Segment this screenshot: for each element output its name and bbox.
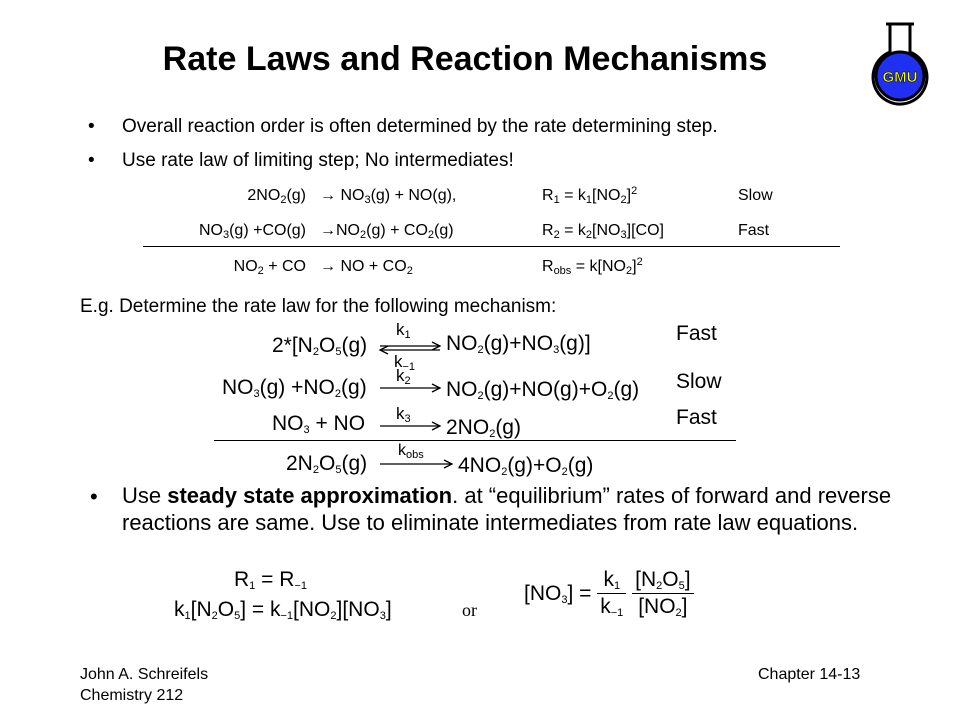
mech3-reactants: $NO_3$ + NO [272, 412, 366, 436]
ssa-bullet-dot: • [90, 484, 98, 509]
logo-text: GMU [882, 69, 918, 86]
bullet-dot: • [88, 150, 95, 171]
concentration-ratio: $\frac{[N_2O_5]}{[NO_2]}$ [632, 568, 693, 619]
mech2-products: $NO_2(g)+NO(g)+O_2(g)$ [446, 378, 640, 402]
k3-label: $k_3$ [396, 404, 411, 425]
example-text: E.g. Determine the rate law for the following mechanism: [80, 296, 557, 317]
bullet-2-text: Use rate law of limiting step; No intermediates! [122, 150, 514, 171]
gmu-flask-logo-icon [862, 18, 938, 106]
overall-reactants: $NO_2$ + CO [233, 258, 306, 277]
mechanism-divider [214, 440, 736, 441]
mech1-reactant: $2*[N_2O_5(g)$ [272, 334, 368, 358]
mech1-tag: Fast [676, 322, 717, 345]
mech3-products: $2NO_2(g)$ [446, 416, 521, 440]
mech2-reactants: $NO_3(g) +NO_2(g)$ [222, 376, 367, 400]
ssa-paragraph: Use steady state approximation. at “equilibrium” rates of forward and reverse reactions are same. Use to eliminate intermediates from rate law equations. [122, 483, 892, 535]
footer-author: John A. Schreifels [80, 666, 209, 683]
step2-products: $\to NO_2(g) + CO_2(g)$ [320, 222, 454, 241]
mech3-tag: Fast [676, 406, 717, 429]
overall-products: → NO + $CO_2$ [320, 258, 413, 277]
rate-equality: $R_1 = R_{-1}$ [234, 568, 307, 592]
bullet-dot: • [88, 116, 95, 137]
rate-expansion: $k_1[N_2O_5] = k_{-1}[NO_2][NO_3]$ [174, 598, 392, 622]
bullet-1 [88, 116, 718, 138]
step1-reactants: $2NO_2(g)$ [247, 187, 306, 206]
step1-rate: $R_1 = k_1[NO_2]^2$ [542, 185, 638, 206]
step1-tag: Slow [738, 187, 773, 204]
kobs-label: $k_{obs}$ [398, 442, 424, 461]
footer-chapter: Chapter 14-13 [758, 666, 861, 683]
no3-expression: $[NO_3]$ = $\frac{k_1}{k_{-1}}$ $\frac{[N_2O_5]}{[NO_2]}$ [524, 568, 694, 619]
page-title: Rate Laws and Reaction Mechanisms [162, 40, 768, 78]
mech2-tag: Slow [676, 370, 722, 393]
overall-mech-reactant: $2N_2O_5(g)$ [286, 452, 368, 476]
overall-rate: $R_{obs} = k[NO_2]^2$ [542, 256, 643, 277]
k1-label: $k_1$ [396, 320, 411, 341]
or-word: or [462, 600, 477, 620]
step2-rate: $R_2 = k_2[NO_3][CO]$ [542, 222, 664, 241]
km1-label: $k_{-1}$ [394, 352, 416, 373]
footer-author-block [80, 664, 208, 706]
ssa-bold: steady state approximation [167, 483, 453, 508]
overall-mech-products: $4NO_2(g)+O_2(g)$ [458, 454, 594, 478]
k2-label: $k_2$ [396, 366, 411, 387]
footer-course: Chemistry 212 [80, 687, 184, 704]
step1-products: → $NO_3(g) + NO(g)$, [320, 187, 457, 206]
rate-constant-ratio: $\frac{k_1}{k_{-1}}$ [597, 568, 626, 619]
bullet-1-text: Overall reaction order is often determined by the rate determining step. [122, 116, 718, 137]
mech1-products: $NO_2(g)+NO_3(g)$] [446, 332, 591, 356]
bullet-2 [88, 150, 514, 172]
table-divider [143, 246, 840, 247]
step2-reactants: $NO_3(g) +CO(g)$ [198, 222, 306, 241]
step2-tag: Fast [738, 222, 770, 239]
